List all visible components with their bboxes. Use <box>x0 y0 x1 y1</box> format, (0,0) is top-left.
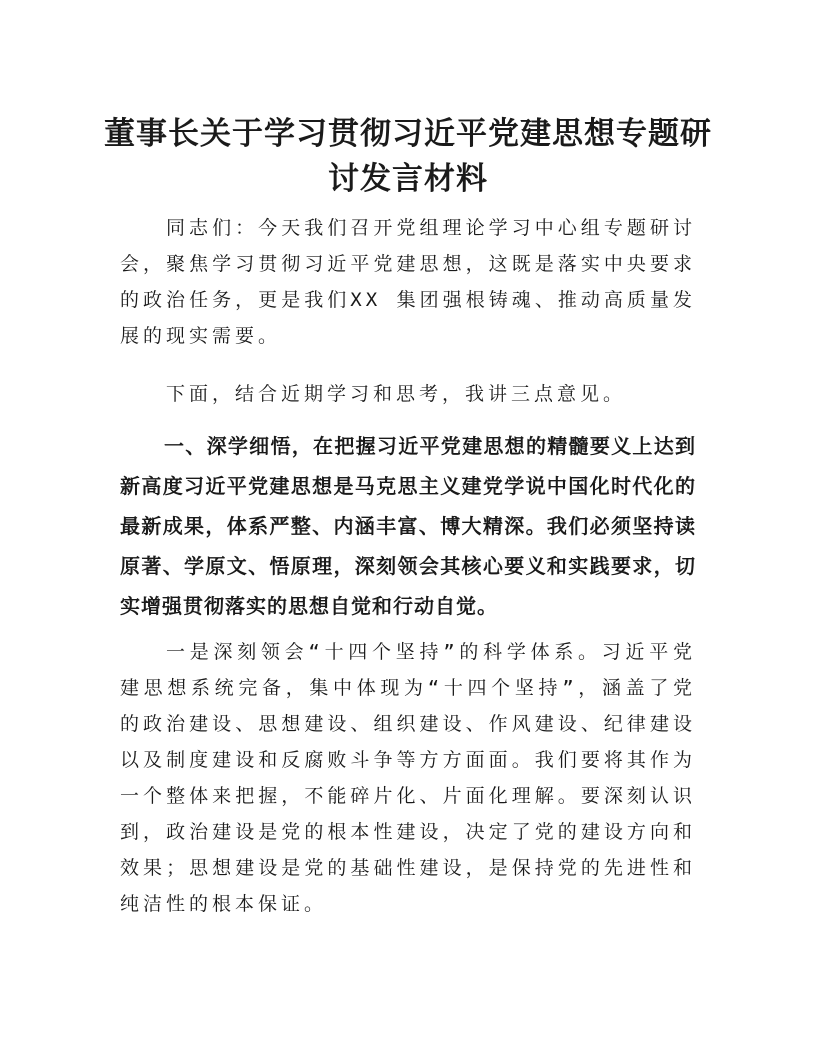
paragraph-greeting: 同志们：今天我们召开党组理论学习中心组专题研讨会，聚焦学习贯彻习近平党建思想，这既是落实中央要求的政治任务，更是我们XX 集团强根铸魂、推动高质量发展的现实需要。 <box>120 217 696 347</box>
paragraph-intro: 下面，结合近期学习和思考，我讲三点意见。 <box>166 383 627 405</box>
section-heading-paragraph: 一、深学细悟，在把握习近平党建思想的精髓要义上达到新高度习近平党建思想是马克思主义建党学说中国化时代化的最新成果，体系严整、内涵丰富、博大精深。我们必须坚持读原著、学原文、悟原理，深刻领会其核心要义和实践要求，切实增强贯彻落实的思想自觉和行动自觉。 <box>120 434 696 618</box>
paragraph-point-one: 一是深刻领会“十四个坚持”的科学体系。习近平党建思想系统完备，集中体现为“十四个坚持”，涵盖了党的政治建设、思想建设、组织建设、作风建设、纪律建设以及制度建设和反腐败斗争等方方面面。我们要将其作为一个整体来把握，不能碎片化、片面化理解。要深刻认识到，政治建设是党的根本性建设，决定了党的建设方向和效果；思想建设是党的基础性建设，是保持党的先进性和纯洁性的根本保证。 <box>120 641 696 915</box>
document-title: 董事长关于学习贯彻习近平党建思想专题研讨发言材料 <box>104 116 712 197</box>
